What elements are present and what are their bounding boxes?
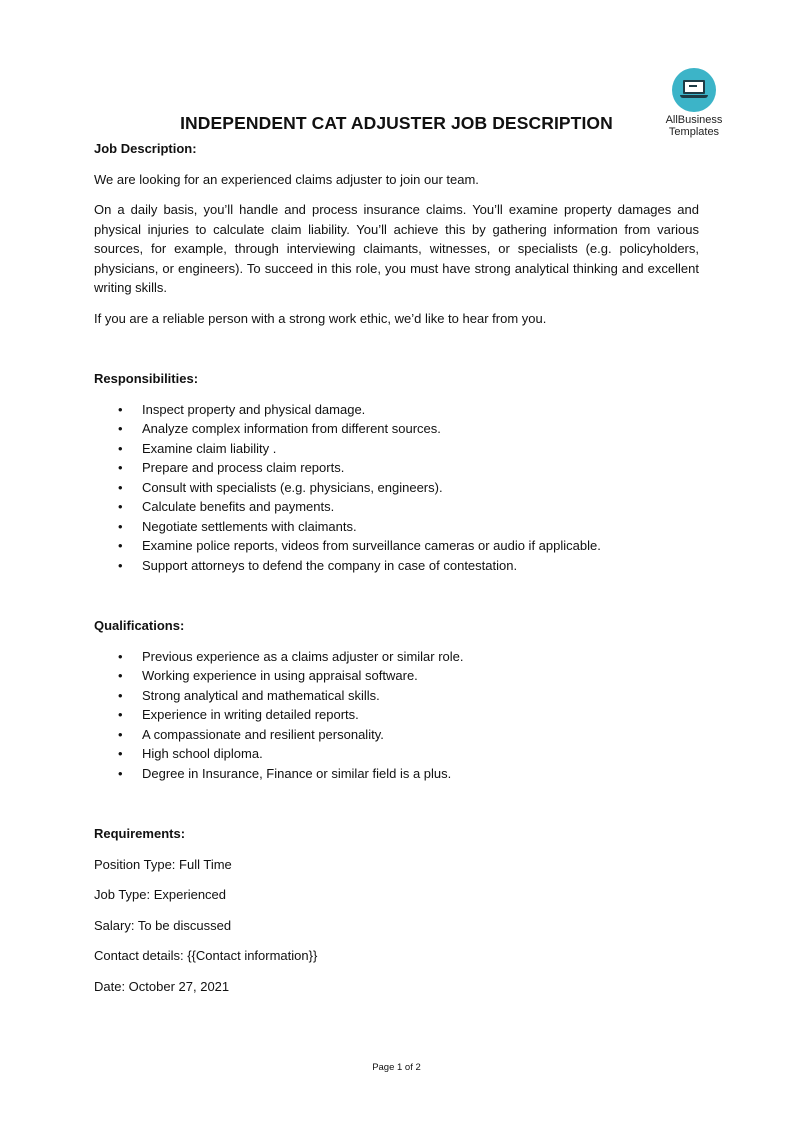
bullet-icon: •: [118, 518, 123, 534]
document-body: [94, 139, 699, 1007]
list-item: • Experience in writing detailed reports.: [94, 705, 699, 725]
bullet-icon: •: [118, 648, 123, 664]
list-item: • Degree in Insurance, Finance or similar field is a plus.: [94, 764, 699, 784]
requirements-heading: Requirements:: [94, 826, 186, 841]
responsibilities-heading: Responsibilities:: [94, 371, 199, 386]
list-item: • A compassionate and resilient personality.: [94, 725, 699, 745]
qualifications-heading: Qualifications:: [94, 618, 185, 633]
daily-duties-paragraph: On a daily basis, you’ll handle and process insurance claims. You’ll examine property damages and physical injuries to calculate claim liability. You’ll achieve this by gathering information from various sources, for example, through interviewing claimants, witnesses, or specialists (e.g. policyholders, physicians, or engineers). To succeed in this role, you must have strong analytical thinking and excellent writing skills.: [94, 202, 699, 295]
bullet-icon: •: [118, 499, 123, 514]
page-number: Page 1 of 2: [372, 1062, 421, 1073]
list-item: • Inspect property and physical damage.: [94, 400, 699, 420]
list-item: • Working experience in using appraisal software.: [94, 666, 699, 686]
list-item: • High school diploma.: [94, 744, 699, 764]
list-item: • Analyze complex information from different sources.: [94, 419, 699, 439]
bullet-icon: •: [118, 421, 123, 436]
intro-paragraph: We are looking for an experienced claims adjuster to join our team.: [94, 171, 479, 187]
job-description-heading: Job Description:: [94, 141, 197, 156]
qualifications-list: [94, 647, 699, 784]
list-item: • Support attorneys to defend the company in case of contestation.: [94, 556, 699, 576]
contact-details: Contact details: {{Contact information}}: [94, 948, 318, 963]
bullet-icon: •: [118, 746, 123, 761]
list-item: • Examine claim liability .: [94, 439, 699, 459]
list-item: • Prepare and process claim reports.: [94, 458, 699, 478]
bullet-icon: •: [118, 440, 123, 456]
bullet-icon: •: [118, 557, 123, 573]
bullet-icon: •: [118, 726, 123, 742]
bullet-icon: •: [118, 460, 123, 475]
list-item: • Previous experience as a claims adjuster or similar role.: [94, 647, 699, 667]
list-item: • Examine police reports, videos from surveillance cameras or audio if applicable.: [94, 536, 699, 556]
list-item: • Strong analytical and mathematical skills.: [94, 686, 699, 706]
document-title: INDEPENDENT CAT ADJUSTER JOB DESCRIPTION: [180, 113, 613, 133]
laptop-icon: [672, 68, 716, 112]
bullet-icon: •: [118, 668, 123, 683]
bullet-icon: •: [118, 538, 123, 553]
job-type: Job Type: Experienced: [94, 887, 227, 902]
bullet-icon: •: [118, 765, 123, 781]
date: Date: October 27, 2021: [94, 978, 230, 994]
salary: Salary: To be discussed: [94, 917, 232, 933]
bullet-icon: •: [118, 707, 123, 722]
bullet-icon: •: [118, 479, 123, 495]
responsibilities-list: [94, 400, 699, 576]
list-item: • Consult with specialists (e.g. physicians, engineers).: [94, 478, 699, 498]
list-item: • Calculate benefits and payments.: [94, 497, 699, 517]
logo-line-2: Templates: [668, 126, 720, 138]
closing-paragraph: If you are a reliable person with a strong work ethic, we’d like to hear from you.: [94, 310, 547, 326]
bullet-icon: •: [118, 687, 123, 703]
list-item: • Negotiate settlements with claimants.: [94, 517, 699, 537]
position-type: Position Type: Full Time: [94, 856, 232, 872]
bullet-icon: •: [118, 401, 123, 417]
logo-line-1: AllBusiness: [665, 114, 723, 126]
